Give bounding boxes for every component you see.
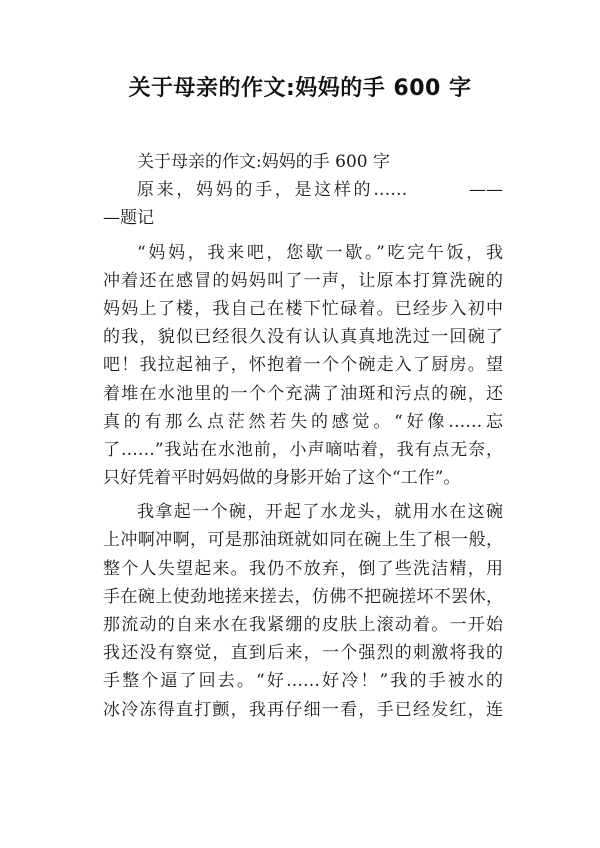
- document-body: [103, 148, 503, 724]
- paragraph-line: 真的有那么点茫然若失的感觉。“好像……忘: [103, 411, 503, 432]
- paragraph-line: “妈妈，我来吧，您歇一歇。”吃完午饭，我: [137, 242, 503, 263]
- paragraph-line: 那流动的自来水在我紧绷的皮肤上滚动着。一开始: [103, 615, 503, 635]
- epigraph-attribution: —题记: [103, 208, 154, 229]
- epigraph-line: 原来，妈妈的手，是这样的…… ——: [137, 180, 503, 201]
- paragraph-line: 吧！我拉起袖子，怀抱着一个个碗走入了厨房。望: [103, 355, 503, 376]
- paragraph-line: 整个人失望起来。我仍不放弃，倒了些洗洁精，用: [103, 558, 503, 579]
- subtitle-line: 关于母亲的作文:妈妈的手 600 字: [137, 152, 390, 172]
- paragraph-line: 手整个逼了回去。“好……好冷！”我的手被水的: [103, 671, 503, 692]
- paragraph-line: 了……”我站在水池前，小声嘀咕着，我有点无奈，: [103, 439, 503, 460]
- paragraph-line: 只好凭着平时妈妈做的身影开始了这个“工作”。: [103, 468, 461, 489]
- paragraph-line: 冲着还在感冒的妈妈叫了一声，让原本打算洗碗的: [103, 270, 503, 291]
- document-title: 关于母亲的作文:妈妈的手 600 字: [128, 76, 472, 101]
- paragraph-line: 着堆在水池里的一个个充满了油斑和污点的碗，还: [103, 383, 503, 404]
- paragraph-line: 妈妈上了楼，我自己在楼下忙碌着。已经步入初中: [103, 298, 503, 319]
- paragraph-line: 冰冷冻得直打颤，我再仔细一看，手已经发红，连: [103, 699, 503, 720]
- paragraph-line: 的我，貌似已经很久没有认认真真地洗过一回碗了: [103, 327, 503, 348]
- paragraph-line: 我拿起一个碗，开起了水龙头，就用水在这碗: [137, 502, 503, 523]
- paragraph-line: 我还没有察觉，直到后来，一个强烈的刺激将我的: [103, 643, 503, 664]
- paragraph-line: 手在碗上使劲地搓来搓去，仿佛不把碗搓坏不罢休，: [103, 586, 503, 607]
- paragraph-line: 上冲啊冲啊，可是那油斑就如同在碗上生了根一般，: [103, 530, 503, 551]
